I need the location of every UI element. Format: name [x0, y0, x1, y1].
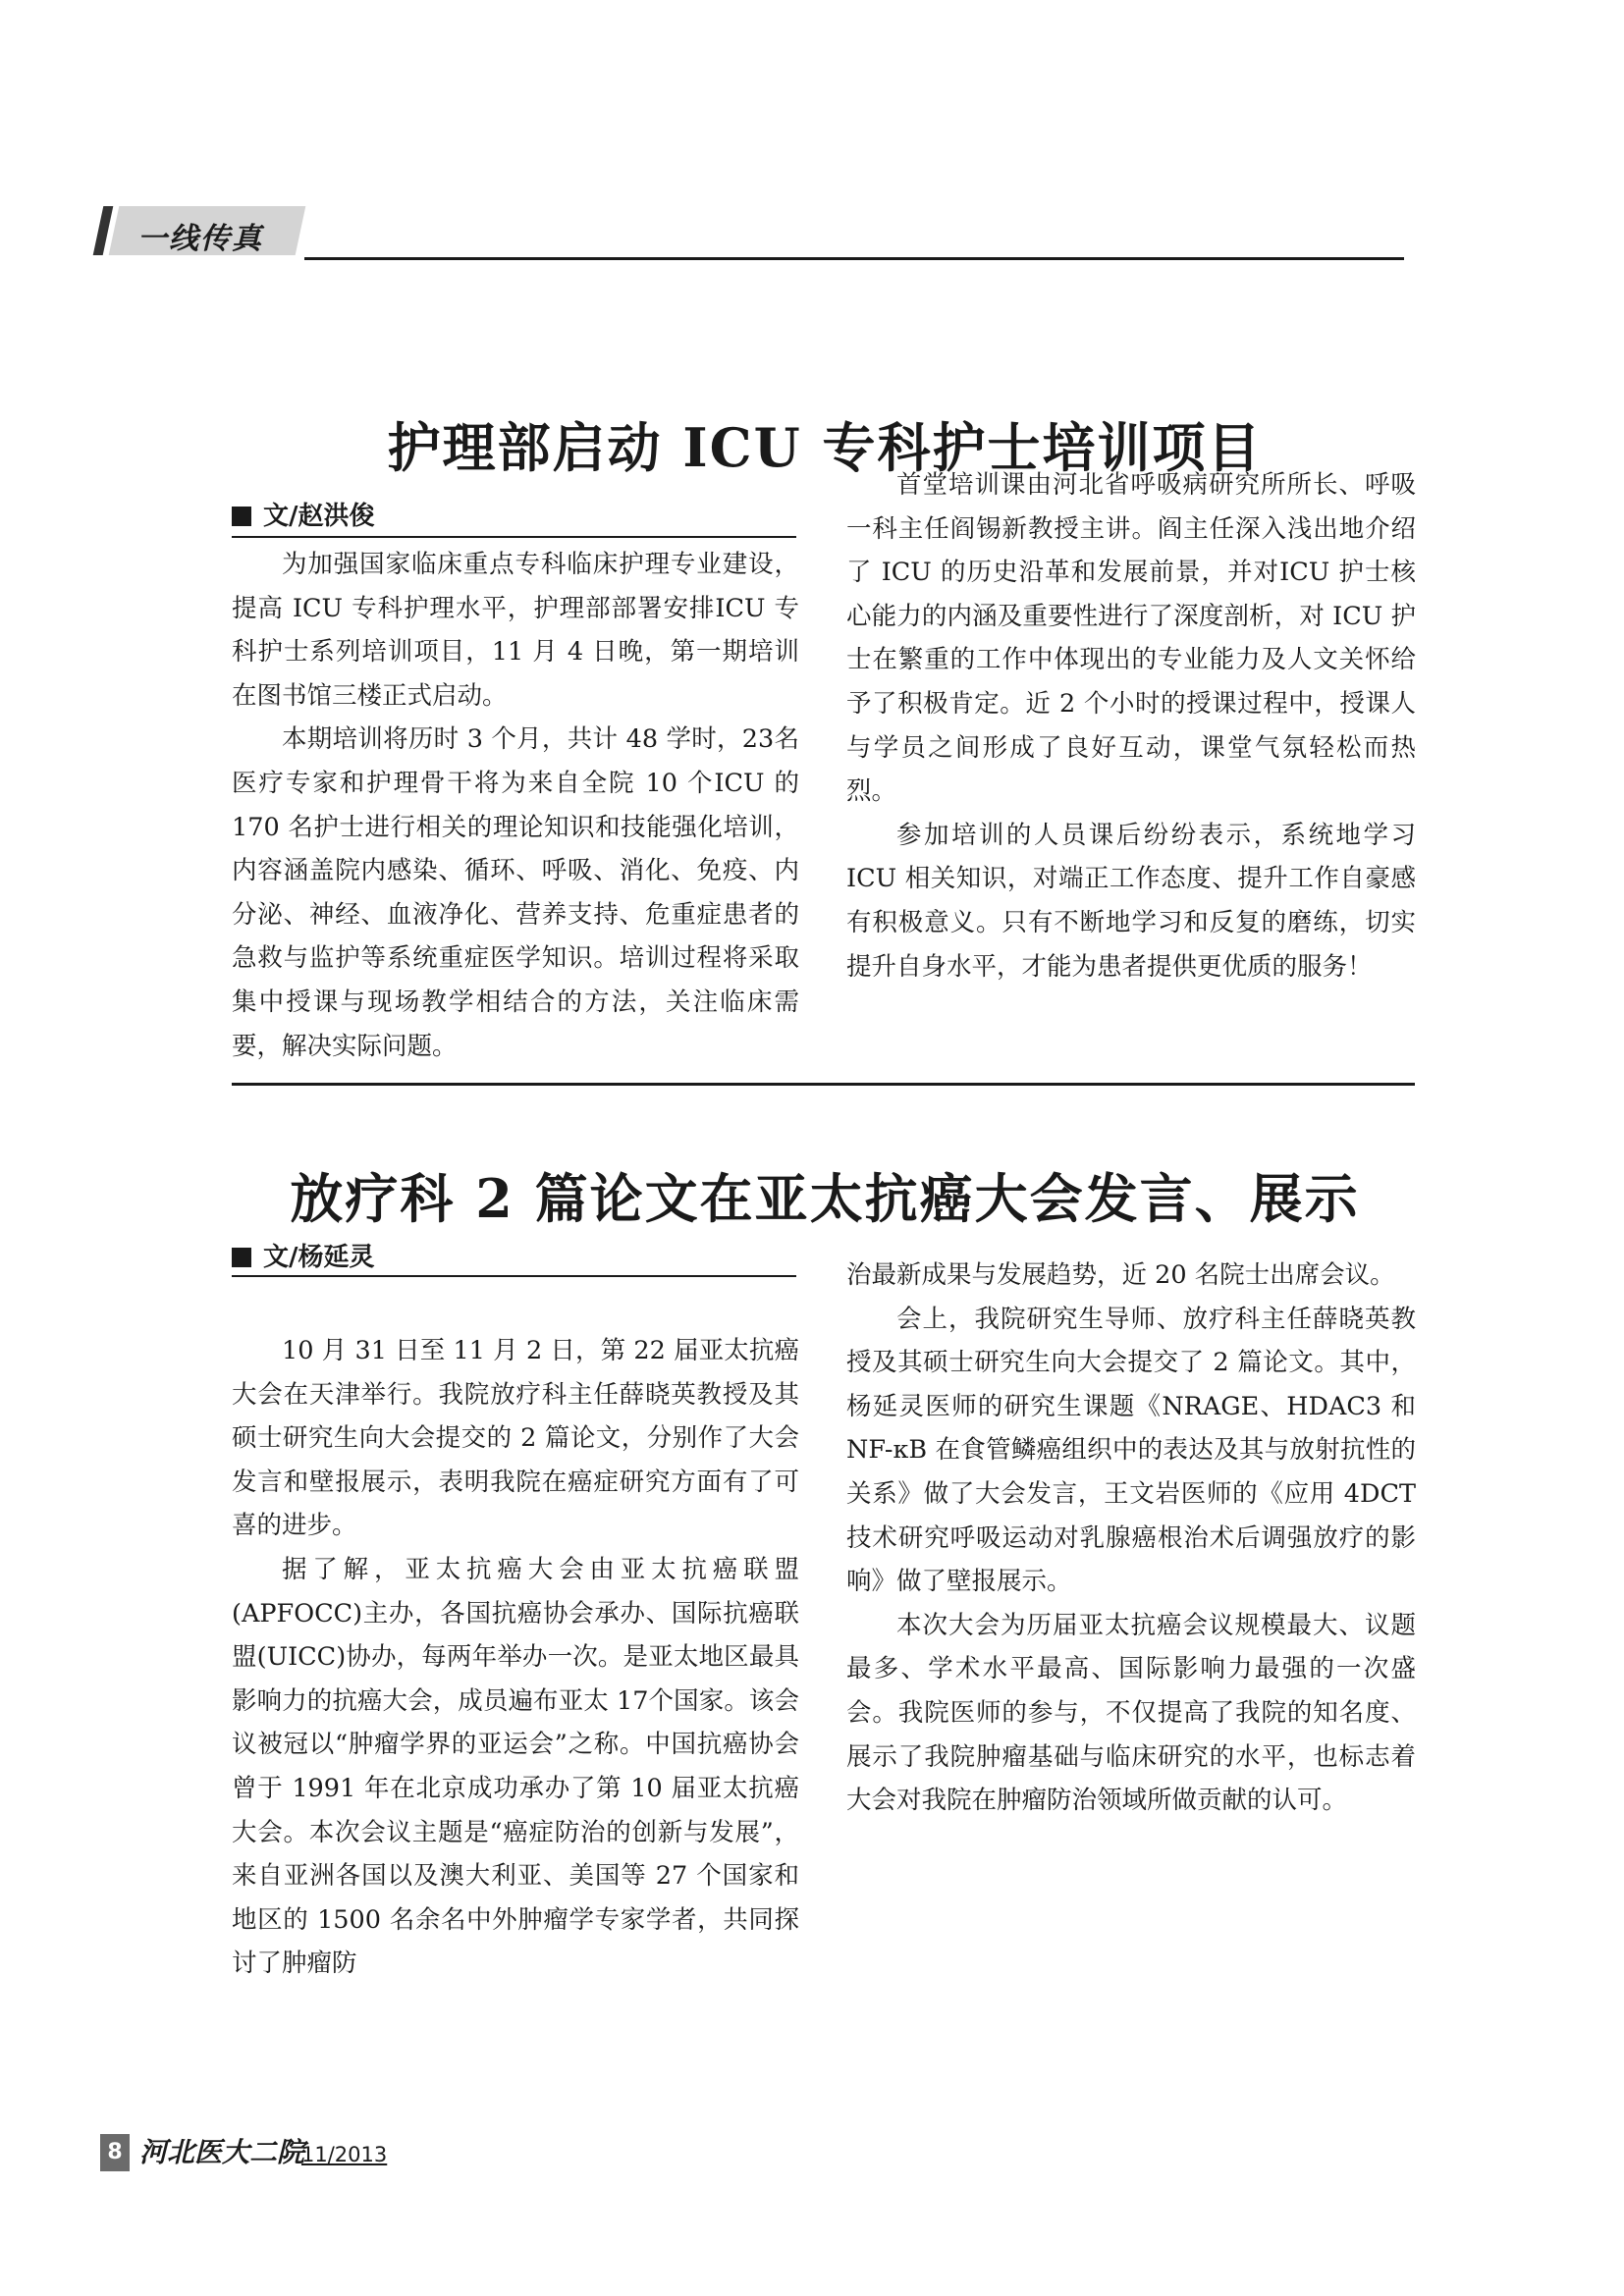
article2-title: 放疗科 2 篇论文在亚太抗癌大会发言、展示	[290, 1167, 1360, 1231]
square-bullet-icon	[232, 507, 251, 526]
square-bullet-icon	[232, 1248, 251, 1267]
article1-author-line	[232, 499, 375, 538]
article1-author: 文/赵洪俊	[263, 502, 375, 531]
paragraph: 本期培训将历时 3 个月，共计 48 学时，23名医疗专家和护理骨干将为来自全院 10 个ICU 的 170 名护士进行相关的理论知识和技能强化培训，内容涵盖院内感染、循环、呼吸、消化、免疫、内分泌、神经、血液净化、营养支持、危重症患者的急救与监护等系统重症医学知识。培训过程将采取集中授课与现场教学相结合的方法，关注临床需要，解决实际问题。	[232, 724, 799, 1061]
article1-author-rule	[232, 536, 796, 538]
article1-title: 护理部启动 ICU 专科护士培训项目	[387, 416, 1263, 480]
article1-left-column	[232, 543, 799, 1068]
issue-date: 11/2013	[301, 2143, 388, 2166]
paragraph: 据了解，亚太抗癌大会由亚太抗癌联盟(APFOCC)主办，各国抗癌协会承办、国际抗癌联盟(UICC)协办，每两年举办一次。是亚太地区最具影响力的抗癌大会，成员遍布亚太 17个国家。该会议被冠以“肿瘤学界的亚运会”之称。中国抗癌协会曾于 1991 年在北京成功承办了第 10 届亚太抗癌大会。本次会议主题是“癌症防治的创新与发展”，来自亚洲各国以及澳大利亚、美国等 27 个国家和地区的 1500 名余名中外肿瘤学专家学者，共同探讨了肿瘤防	[232, 1554, 799, 1979]
paragraph: 本次大会为历届亚太抗癌会议规模最大、议题最多、学术水平最高、国际影响力最强的一次盛会。我院医师的参与，不仅提高了我院的知名度、展示了我院肿瘤基础与临床研究的水平，也标志着大会对我院在肿瘤防治领域所做贡献的认可。	[846, 1610, 1416, 1816]
section-header	[98, 206, 1404, 261]
section-label: 一线传真	[137, 222, 263, 256]
article2-left-column	[232, 1329, 799, 1986]
journal-name: 河北医大二院	[139, 2136, 305, 2168]
article2-author-rule	[232, 1275, 796, 1277]
page-number: 8	[100, 2134, 130, 2171]
paragraph: 10 月 31 日至 11 月 2 日，第 22 届亚太抗癌大会在天津举行。我院放疗科主任薛晓英教授及其硕士研究生向大会提交的 2 篇论文，分别作了大会发言和壁报展示，表明我院在癌症研究方面有了可喜的进步。	[232, 1336, 799, 1541]
paragraph: 参加培训的人员课后纷纷表示，系统地学习 ICU 相关知识，对端正工作态度、提升工作自豪感有积极意义。只有不断地学习和反复的磨练，切实提升自身水平，才能为患者提供更优质的服务！	[846, 820, 1416, 982]
paragraph: 为加强国家临床重点专科临床护理专业建设，提高 ICU 专科护理水平，护理部部署安排ICU 专科护士系列培训项目，11 月 4 日晚，第一期培训在图书馆三楼正式启动。	[232, 550, 799, 711]
article2-author-line	[232, 1240, 375, 1279]
article1-right-column	[846, 463, 1416, 988]
article2-right-column	[846, 1254, 1416, 1823]
article2-author: 文/杨延灵	[263, 1243, 375, 1272]
paragraph: 首堂培训课由河北省呼吸病研究所所长、呼吸一科主任阎锡新教授主讲。阎主任深入浅出地介绍了 ICU 的历史沿革和发展前景，并对ICU 护士核心能力的内涵及重要性进行了深度剖析，对 ICU 护士在繁重的工作中体现出的专业能力及人文关怀给予了积极肯定。近 2 个小时的授课过程中，授课人与学员之间形成了良好互动，课堂气氛轻松而热烈。	[846, 470, 1416, 807]
header-rule	[304, 257, 1404, 260]
paragraph: 会上，我院研究生导师、放疗科主任薛晓英教授及其硕士研究生向大会提交了 2 篇论文。其中，杨延灵医师的研究生课题《NRAGE、HDAC3 和 NF-κB 在食管鳞癌组织中的表达及其与放射抗性的关系》做了大会发言，王文岩医师的《应用 4DCT 技术研究呼吸运动对乳腺癌根治术后调强放疗的影响》做了壁报展示。	[846, 1304, 1416, 1597]
article-divider	[232, 1083, 1415, 1086]
paragraph: 治最新成果与发展趋势，近 20 名院士出席会议。	[846, 1260, 1395, 1290]
